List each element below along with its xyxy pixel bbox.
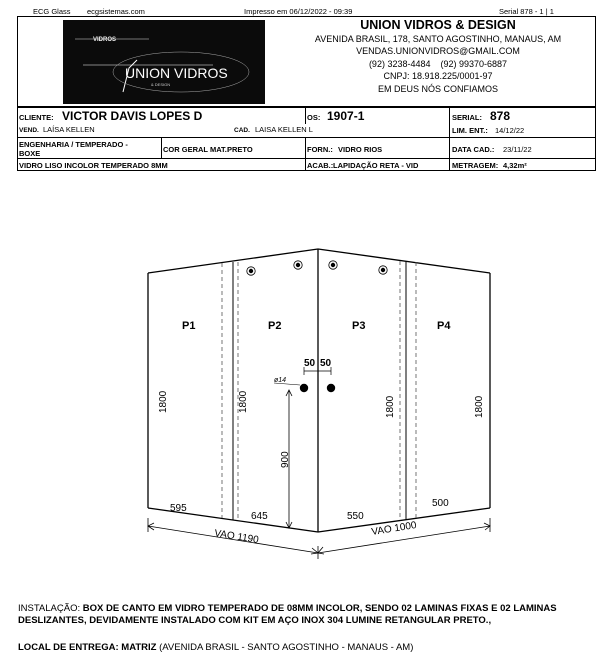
vao-right-label: VAO 1000 [370,519,418,538]
panel-p2-label: P2 [268,320,282,332]
vend-value: LAÍSA KELLEN [43,125,95,134]
width-p3-label: 550 [347,511,364,522]
panel-p4-label: P4 [437,320,451,332]
width-p4-label: 500 [432,498,449,509]
width-p2-label: 645 [251,511,268,522]
datacad-value: 23/11/22 [503,145,532,154]
panel-p1-label: P1 [182,320,196,332]
acab-value: LAPIDAÇÃO RETA - VID [333,161,419,170]
cor-cell: COR GERAL MAT.: PRETO [161,137,306,159]
entrega-text: LOCAL DE ENTREGA: MATRIZ (AVENIDA BRASIL - SANTO AGOSTINHO - MANAUS - AM) [18,642,414,653]
roller-icons [247,261,387,275]
company-motto: EM DEUS NÓS CONFIAMOS [377,83,498,94]
gap-left-label: 50 [304,358,316,369]
forn-value: VIDRO RIOS [338,145,383,154]
height-p3-label: 1800 [385,395,396,418]
printed-date: Impresso em 06/12/2022 - 09:39 [244,7,353,16]
handle-hole-right [327,384,335,392]
handle-hole-left [300,384,308,392]
height-p1-label: 1800 [158,390,169,413]
instalacao-desc: BOX DE CANTO EM VIDRO TEMPERADO DE 08MM INCOLOR, SENDO 02 LAMINAS FIXAS E 02 LAMINAS DESLIZANTES, DEVIDAMENTE INSTALADO COM KIT EM AÇO INOX 304 LUMINE RETANGULAR PRETO., [18,603,557,626]
lim-cell: LIM. ENT.: 14/12/22 [449,124,596,137]
serial-value: 878 [490,109,511,123]
cor-value: PRETO [227,145,253,154]
os-cell: OS: 1907-1 [305,107,450,124]
instalacao-text: INSTALAÇÃO: BOX DE CANTO EM VIDRO TEMPERADO DE 08MM INCOLOR, SENDO 02 LAMINAS FIXAS E 02 LAMINAS DESLIZANTES, DEVIDAMENTE INSTALADO COM KIT EM AÇO INOX 304 LUMINE RETANGULAR PRETO., [18,603,557,626]
company-name: UNION VIDROS & DESIGN [360,18,516,32]
os-value: 1907-1 [327,109,365,123]
company-phones: (92) 3238-4484 (92) 99370-6887 [368,58,508,69]
cliente-cell: CLIENTE: VICTOR DAVIS LOPES D [17,107,306,124]
cad-value: LAISA KELLEN L [255,125,313,134]
logo-vidros-text: VIDROS [93,37,117,43]
logo-main-text: UNION VIDROS [125,65,228,81]
company-address: AVENIDA BRASIL, 178, SANTO AGOSTINHO, MANAUS, AM [314,34,562,44]
lim-value: 14/12/22 [495,126,525,135]
cliente-value: VICTOR DAVIS LOPES D [62,109,203,123]
company-email: VENDAS.UNIONVIDROS@GMAIL.COM [356,46,520,57]
engenharia-cell: ENGENHARIA / TEMPERADO - BOXE [17,137,162,159]
handle-height-label: 900 [280,451,291,468]
height-p4-label: 1800 [474,395,485,418]
height-p2-label: 1800 [238,390,249,413]
entrega-matriz: MATRIZ [121,642,157,653]
site-url: ecgsistemas.com [87,7,145,16]
serial-page: Serial 878 - 1 | 1 [499,7,554,16]
datacad-cell: DATA CAD.: 23/11/22 [449,137,596,159]
panel-p3-label: P3 [352,320,366,332]
logo-design-text: & DESIGN [151,82,171,87]
vend-cell: VEND. LAÍSA KELLEN CAD. LAISA KELLEN L [17,124,450,137]
app-name: ECG Glass [33,7,71,16]
forn-cell: FORN.: VIDRO RIOS [305,137,450,159]
gap-right-label: 50 [320,358,332,369]
serial-cell: SERIAL: 878 [449,107,596,124]
metragem-cell: METRAGEM: 4,32m² [449,158,596,171]
entrega-address: (AVENIDA BRASIL - SANTO AGOSTINHO - MANAUS - AM) [159,642,414,653]
metragem-value: 4,32m² [503,161,527,170]
vidro-cell: VIDRO LISO INCOLOR TEMPERADO 8MM [17,158,306,171]
hole-diameter-label: ø14 [274,377,287,384]
width-p1-label: 595 [170,503,187,514]
acab-cell: ACAB.: LAPIDAÇÃO RETA - VID [305,158,450,171]
vao-left-label: VAO 1190 [213,528,260,546]
company-cnpj: CNPJ: 18.918.225/0001-97 [383,71,493,82]
